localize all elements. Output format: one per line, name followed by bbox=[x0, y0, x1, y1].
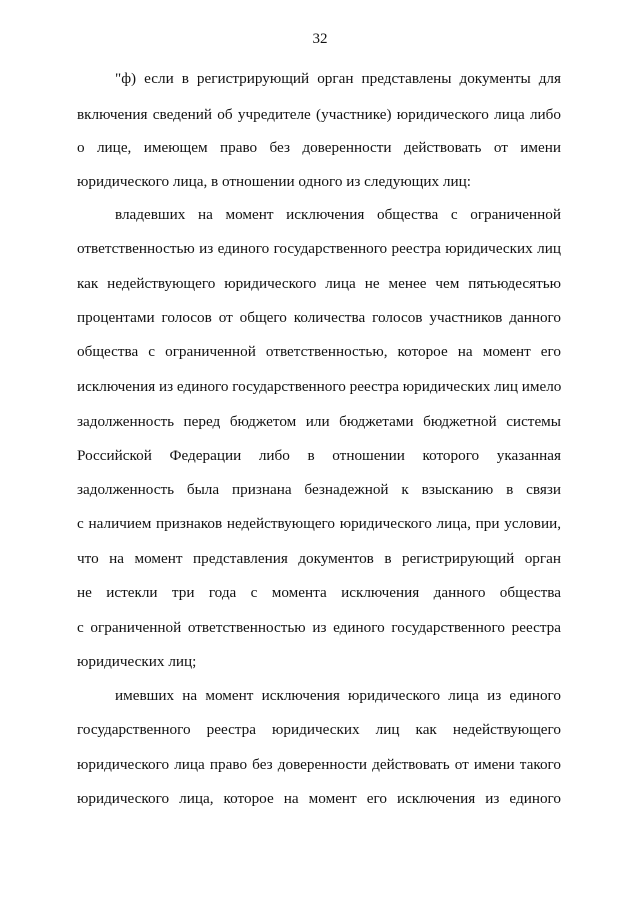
text-line: о лице, имеющем право без доверенности действовать от имени bbox=[77, 139, 561, 156]
text-line: задолженность была признана безнадежной к взысканию в связи bbox=[77, 481, 561, 498]
text-line: что на момент представления документов в регистрирующий орган bbox=[77, 550, 561, 567]
text-line: не истекли три года с момента исключения данного общества bbox=[77, 584, 561, 601]
text-line: общества с ограниченной ответственностью, которое на момент его bbox=[77, 343, 561, 360]
text-line: с наличием признаков недействующего юридического лица, при условии, bbox=[77, 515, 561, 532]
text-line: юридических лиц; bbox=[77, 653, 197, 670]
text-line: как недействующего юридического лица не менее чем пятьюдесятью bbox=[77, 275, 561, 292]
text-line: задолженность перед бюджетом или бюджетами бюджетной системы bbox=[77, 413, 561, 430]
text-line: ответственностью из единого государственного реестра юридических лиц bbox=[77, 240, 561, 257]
text-line: исключения из единого государственного реестра юридических лиц имело bbox=[77, 378, 562, 395]
text-line: "ф) если в регистрирующий орган представлены документы для bbox=[115, 70, 561, 87]
text-line: юридического лица, в отношении одного из следующих лиц: bbox=[77, 173, 471, 190]
text-line: процентами голосов от общего количества голосов участников данного bbox=[77, 309, 561, 326]
text-line: государственного реестра юридических лиц как недействующего bbox=[77, 721, 561, 738]
text-line: юридического лица, которое на момент его исключения из единого bbox=[77, 790, 561, 807]
text-line: Российской Федерации либо в отношении которого указанная bbox=[77, 447, 561, 464]
text-line: включения сведений об учредителе (участнике) юридического лица либо bbox=[77, 106, 561, 123]
text-line: имевших на момент исключения юридического лица из единого bbox=[115, 687, 561, 704]
text-line: с ограниченной ответственностью из единого государственного реестра bbox=[77, 619, 561, 636]
page-number: 32 bbox=[312, 31, 328, 47]
text-line: владевших на момент исключения общества с ограниченной bbox=[115, 206, 561, 223]
text-line: юридического лица право без доверенности действовать от имени такого bbox=[77, 756, 561, 773]
